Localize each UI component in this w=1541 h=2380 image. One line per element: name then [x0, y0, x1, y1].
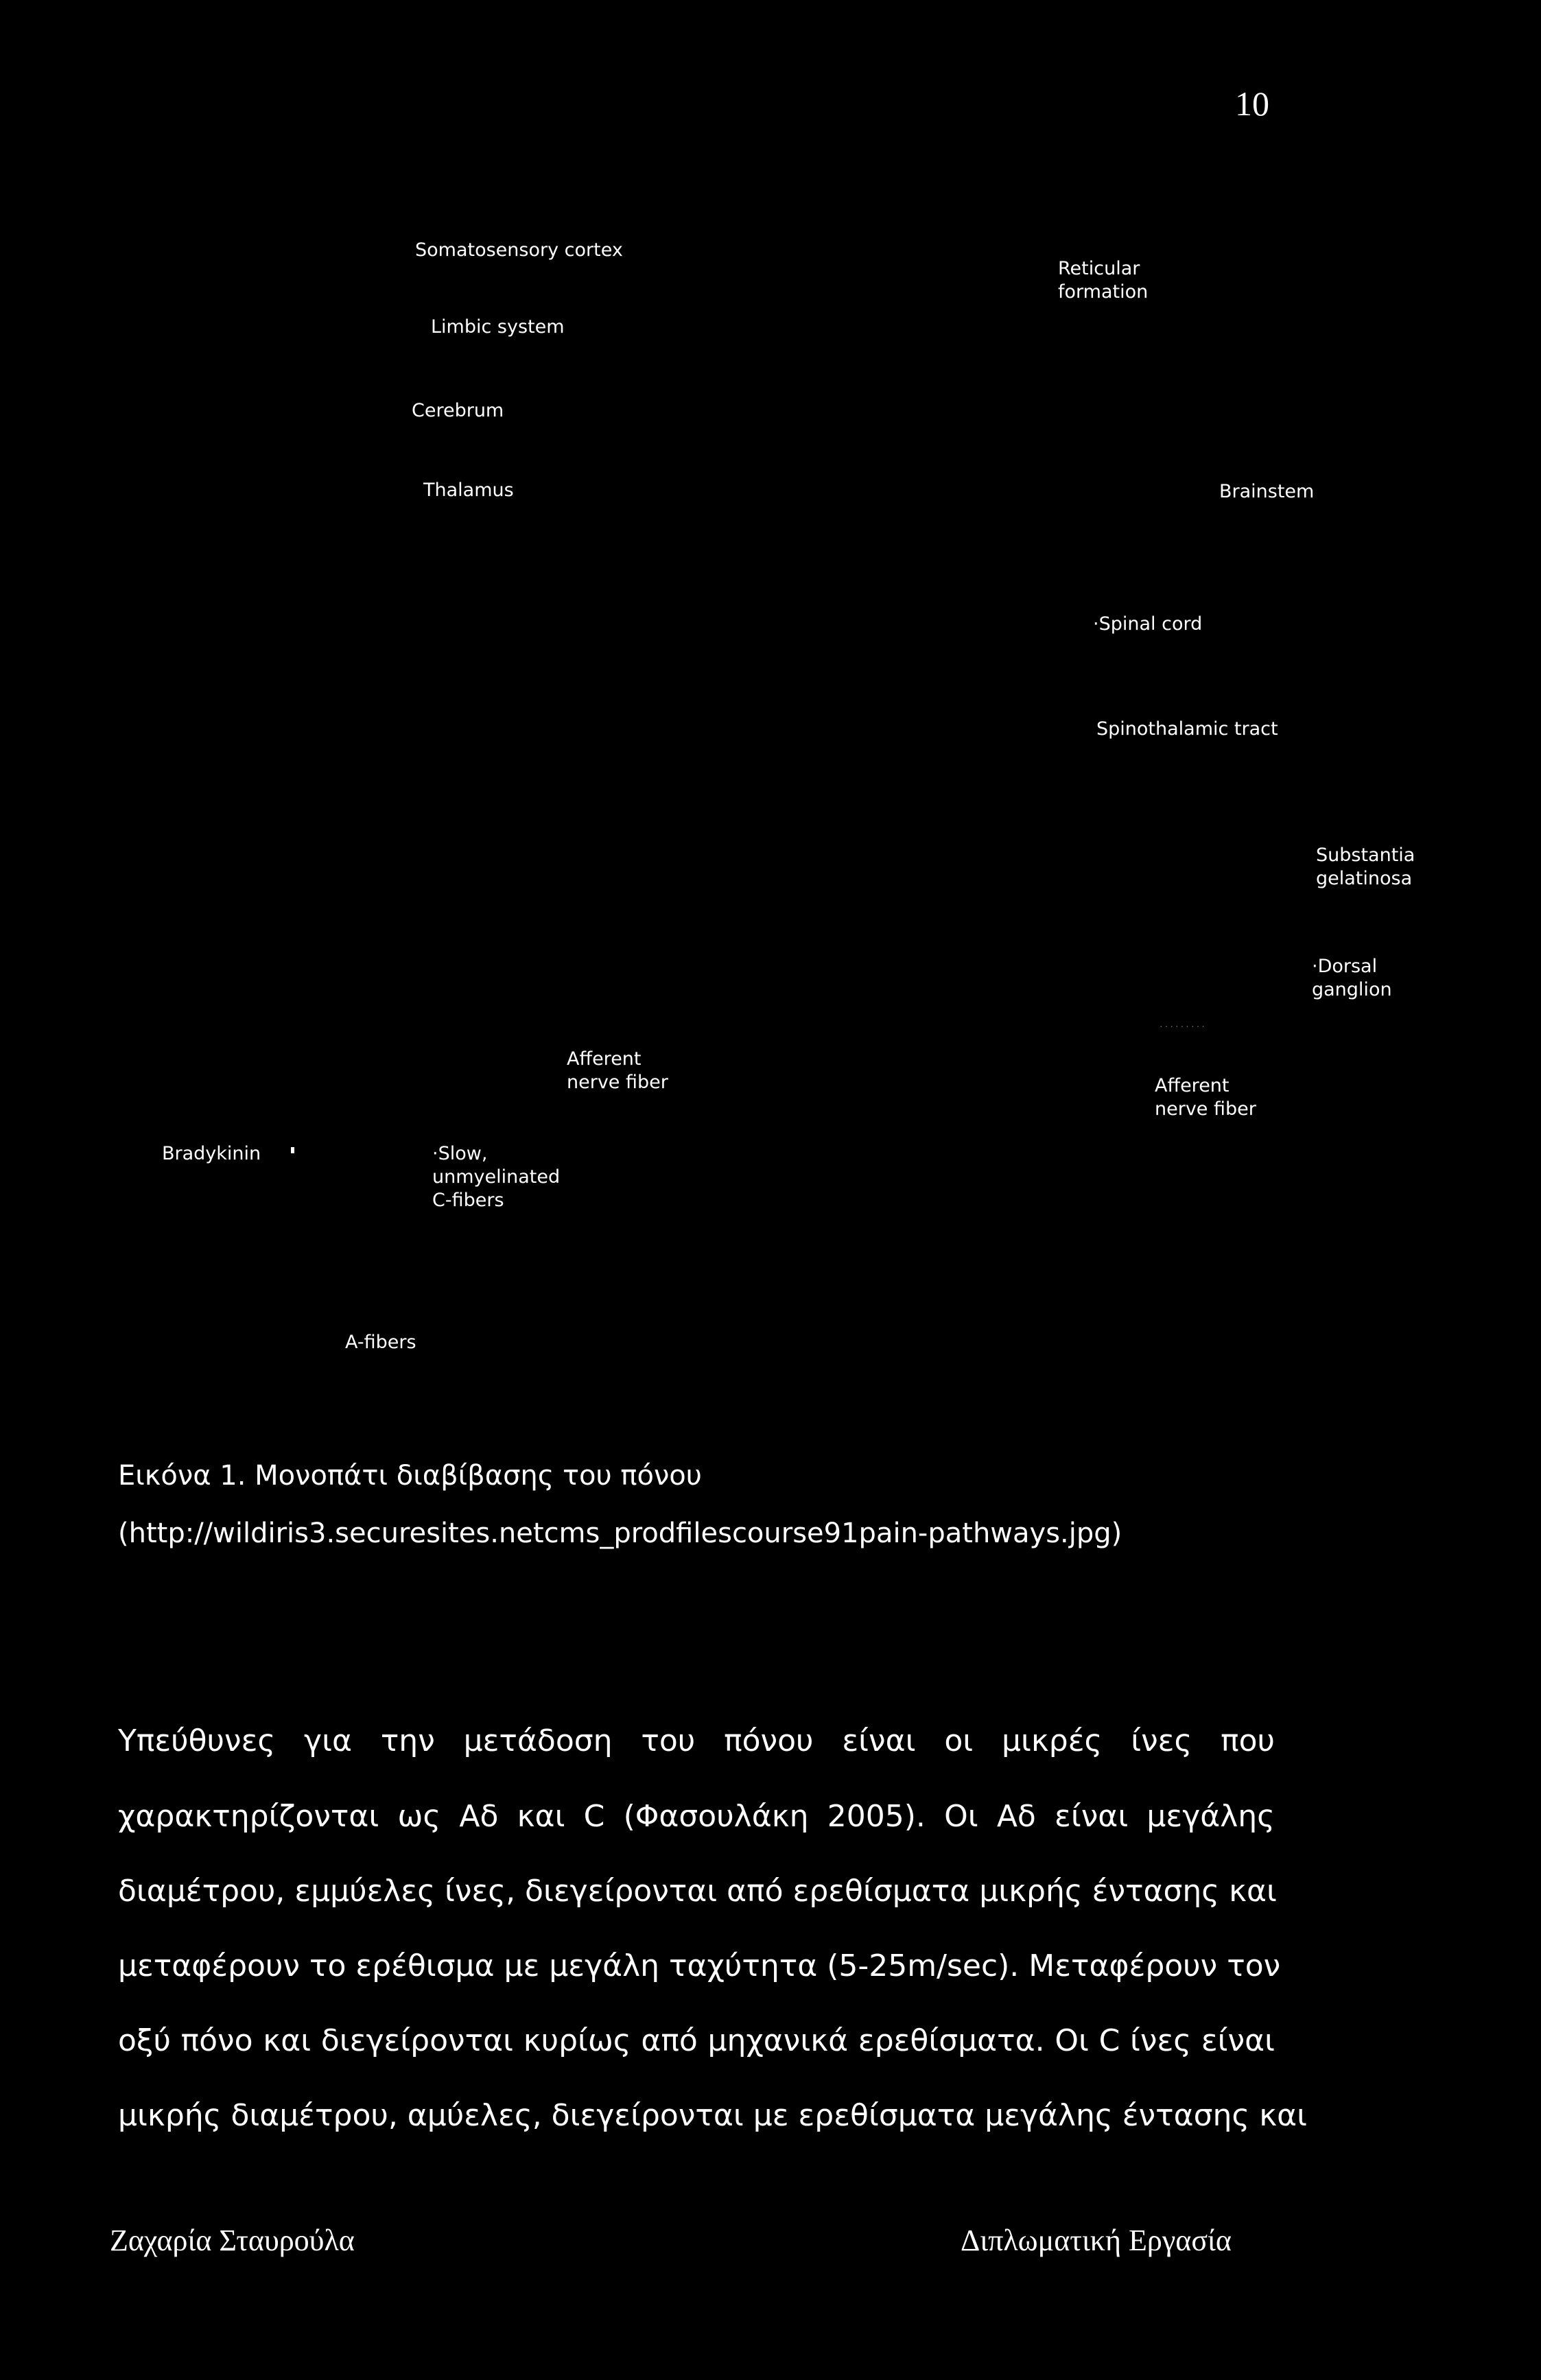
body-line: μεταφέρουν το ερέθισμα με μεγάλη ταχύτητα (5-25m/sec). Μεταφέρουν τον — [118, 1948, 1281, 1983]
label-spinothalamic-tract: Spinothalamic tract — [1096, 718, 1278, 740]
label-afferent-nerve-fiber-left: Afferent nerve fiber — [567, 1048, 668, 1093]
label-cerebrum: Cerebrum — [412, 400, 504, 421]
figure-caption-source: (http://wildiris3.securesites.netcms_prodfilescourse91pain-pathways.jpg) — [118, 1518, 1122, 1549]
label-afferent-nerve-fiber-right: Afferent nerve fiber — [1155, 1075, 1256, 1120]
faint-dotted-mark: ········· — [1160, 1020, 1207, 1031]
footer-author: Ζαχαρία Σταυρούλα — [110, 2224, 355, 2257]
label-reticular-formation: Reticular formation — [1058, 258, 1149, 303]
label-limbic-system: Limbic system — [431, 316, 565, 338]
label-bradykinin: Bradykinin — [162, 1143, 261, 1164]
label-somatosensory-cortex: Somatosensory cortex — [415, 239, 623, 261]
body-line: χαρακτηρίζονται ως Αδ και C (Φασουλάκη 2005). Οι Αδ είναι μεγάλης — [118, 1799, 1275, 1834]
label-spinal-cord: ·Spinal cord — [1093, 613, 1203, 635]
label-a-fibers: A-fibers — [345, 1332, 416, 1353]
bullet-mark — [291, 1147, 294, 1153]
body-line: οξύ πόνο και διεγείρονται κυρίως από μηχανικά ερεθίσματα. Οι C ίνες είναι — [118, 2023, 1275, 2058]
body-line: διαμέτρου, εμμύελες ίνες, διεγείρονται από ερεθίσματα μικρής έντασης και — [118, 1874, 1277, 1909]
footer-title: Διπλωματική Εργασία — [961, 2224, 1232, 2257]
label-dorsal-ganglion: ·Dorsal ganglion — [1312, 956, 1392, 1000]
body-line: Υπεύθυνες για την μετάδοση του πόνου είναι οι μικρές ίνες που — [118, 1723, 1275, 1758]
label-slow-c-fibers: ·Slow, unmyelinated C-fibers — [432, 1143, 561, 1211]
label-thalamus: Thalamus — [423, 480, 514, 501]
label-substantia-gelatinosa: Substantia gelatinosa — [1316, 845, 1415, 889]
label-brainstem: Brainstem — [1219, 481, 1315, 502]
body-line: μικρής διαμέτρου, αμύελες, διεγείρονται με ερεθίσματα μεγάλης έντασης και — [118, 2098, 1308, 2133]
page-number: 10 — [1235, 84, 1269, 123]
figure-caption-title: Εικόνα 1. Μονοπάτι διαβίβασης του πόνου — [118, 1460, 702, 1492]
